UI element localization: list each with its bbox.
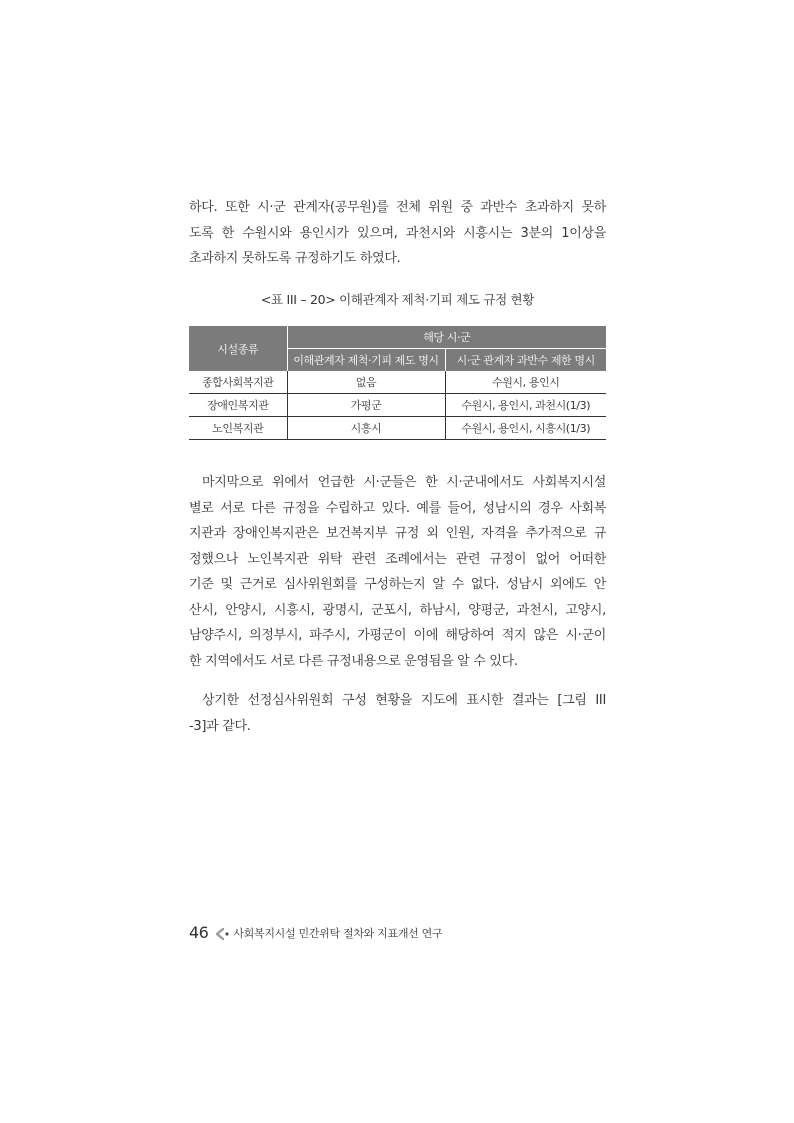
text-line: 남양주시, 의정부시, 파주시, 가평군이 이에 해당하여 적지 않은 시·군이 — [189, 628, 606, 643]
text-line: 기준 및 근거로 심사위원회를 구성하는지 알 수 없다. 성남시 외에도 안 — [189, 577, 606, 592]
text-line: 지관과 장애인복지관은 보건복지부 규정 외 인원, 자격을 추가적으로 규 — [189, 526, 606, 541]
page-footer — [189, 923, 442, 942]
cell-limit: 수원시, 용인시, 과천시(1/3) — [445, 394, 606, 417]
page-number: 46 — [189, 923, 209, 942]
text-line: 초과하지 못하도록 규정하기도 하였다. — [189, 251, 401, 266]
paragraph-2 — [189, 470, 606, 674]
text-line: 정했으나 노인복지관 위탁 관련 조례에서는 관련 규정이 없어 어떠한 — [189, 551, 606, 567]
paragraph-3 — [189, 688, 606, 739]
header-exclusion-policy: 이해관계자 제척·기피 제도 명시 — [287, 349, 445, 372]
text-line: 마지막으로 위에서 언급한 시·군들은 한 시·군내에서도 사회복지시설 — [202, 475, 606, 490]
chevron-left-icon — [214, 926, 230, 940]
cell-limit: 수원시, 용인시, 시흥시(1/3) — [445, 417, 606, 440]
cell-exclusion: 시흥시 — [287, 417, 445, 440]
text-line: 한 지역에서도 서로 다른 규정내용으로 운영됨을 알 수 있다. — [189, 653, 518, 669]
cell-facility: 종합사회복지관 — [189, 371, 287, 394]
header-facility-type: 시설종류 — [189, 326, 287, 371]
paragraph-1 — [189, 195, 606, 272]
text-line: 도록 한 수원시와 용인시가 있으며, 과천시와 시흥시는 3분의 1이상을 — [189, 225, 606, 241]
text-line: 하다. 또한 시·군 관계자(공무원)를 전체 위원 중 과반수 초과하지 못하 — [189, 200, 606, 215]
table-caption: <표 III – 20> 이해관계자 제척·기피 제도 규정 현황 — [260, 292, 535, 307]
text-line: 산시, 안양시, 시흥시, 광명시, 군포시, 하남시, 양평군, 과천시, 고양시, — [189, 602, 606, 618]
text-line: 별로 서로 다른 규정을 수립하고 있다. 예를 들어, 성남시의 경우 사회복 — [189, 500, 606, 516]
text-line: -3]과 같다. — [189, 718, 251, 734]
table-row — [189, 394, 606, 417]
header-group: 해당 시·군 — [287, 326, 606, 349]
table-row — [189, 417, 606, 440]
cell-limit: 수원시, 용인시 — [445, 371, 606, 394]
cell-facility: 장애인복지관 — [189, 394, 287, 417]
cell-exclusion: 없음 — [287, 371, 445, 394]
cell-facility: 노인복지관 — [189, 417, 287, 440]
text-line: 상기한 선정심사위원회 구성 현황을 지도에 표시한 결과는 [그림 III — [202, 693, 606, 708]
running-title: 사회복지시설 민간위탁 절차와 지표개선 연구 — [233, 926, 443, 940]
table-row — [189, 371, 606, 394]
cell-exclusion: 가평군 — [287, 394, 445, 417]
policy-table — [189, 326, 606, 440]
header-official-limit: 시·군 관계자 과반수 제한 명시 — [445, 349, 606, 372]
